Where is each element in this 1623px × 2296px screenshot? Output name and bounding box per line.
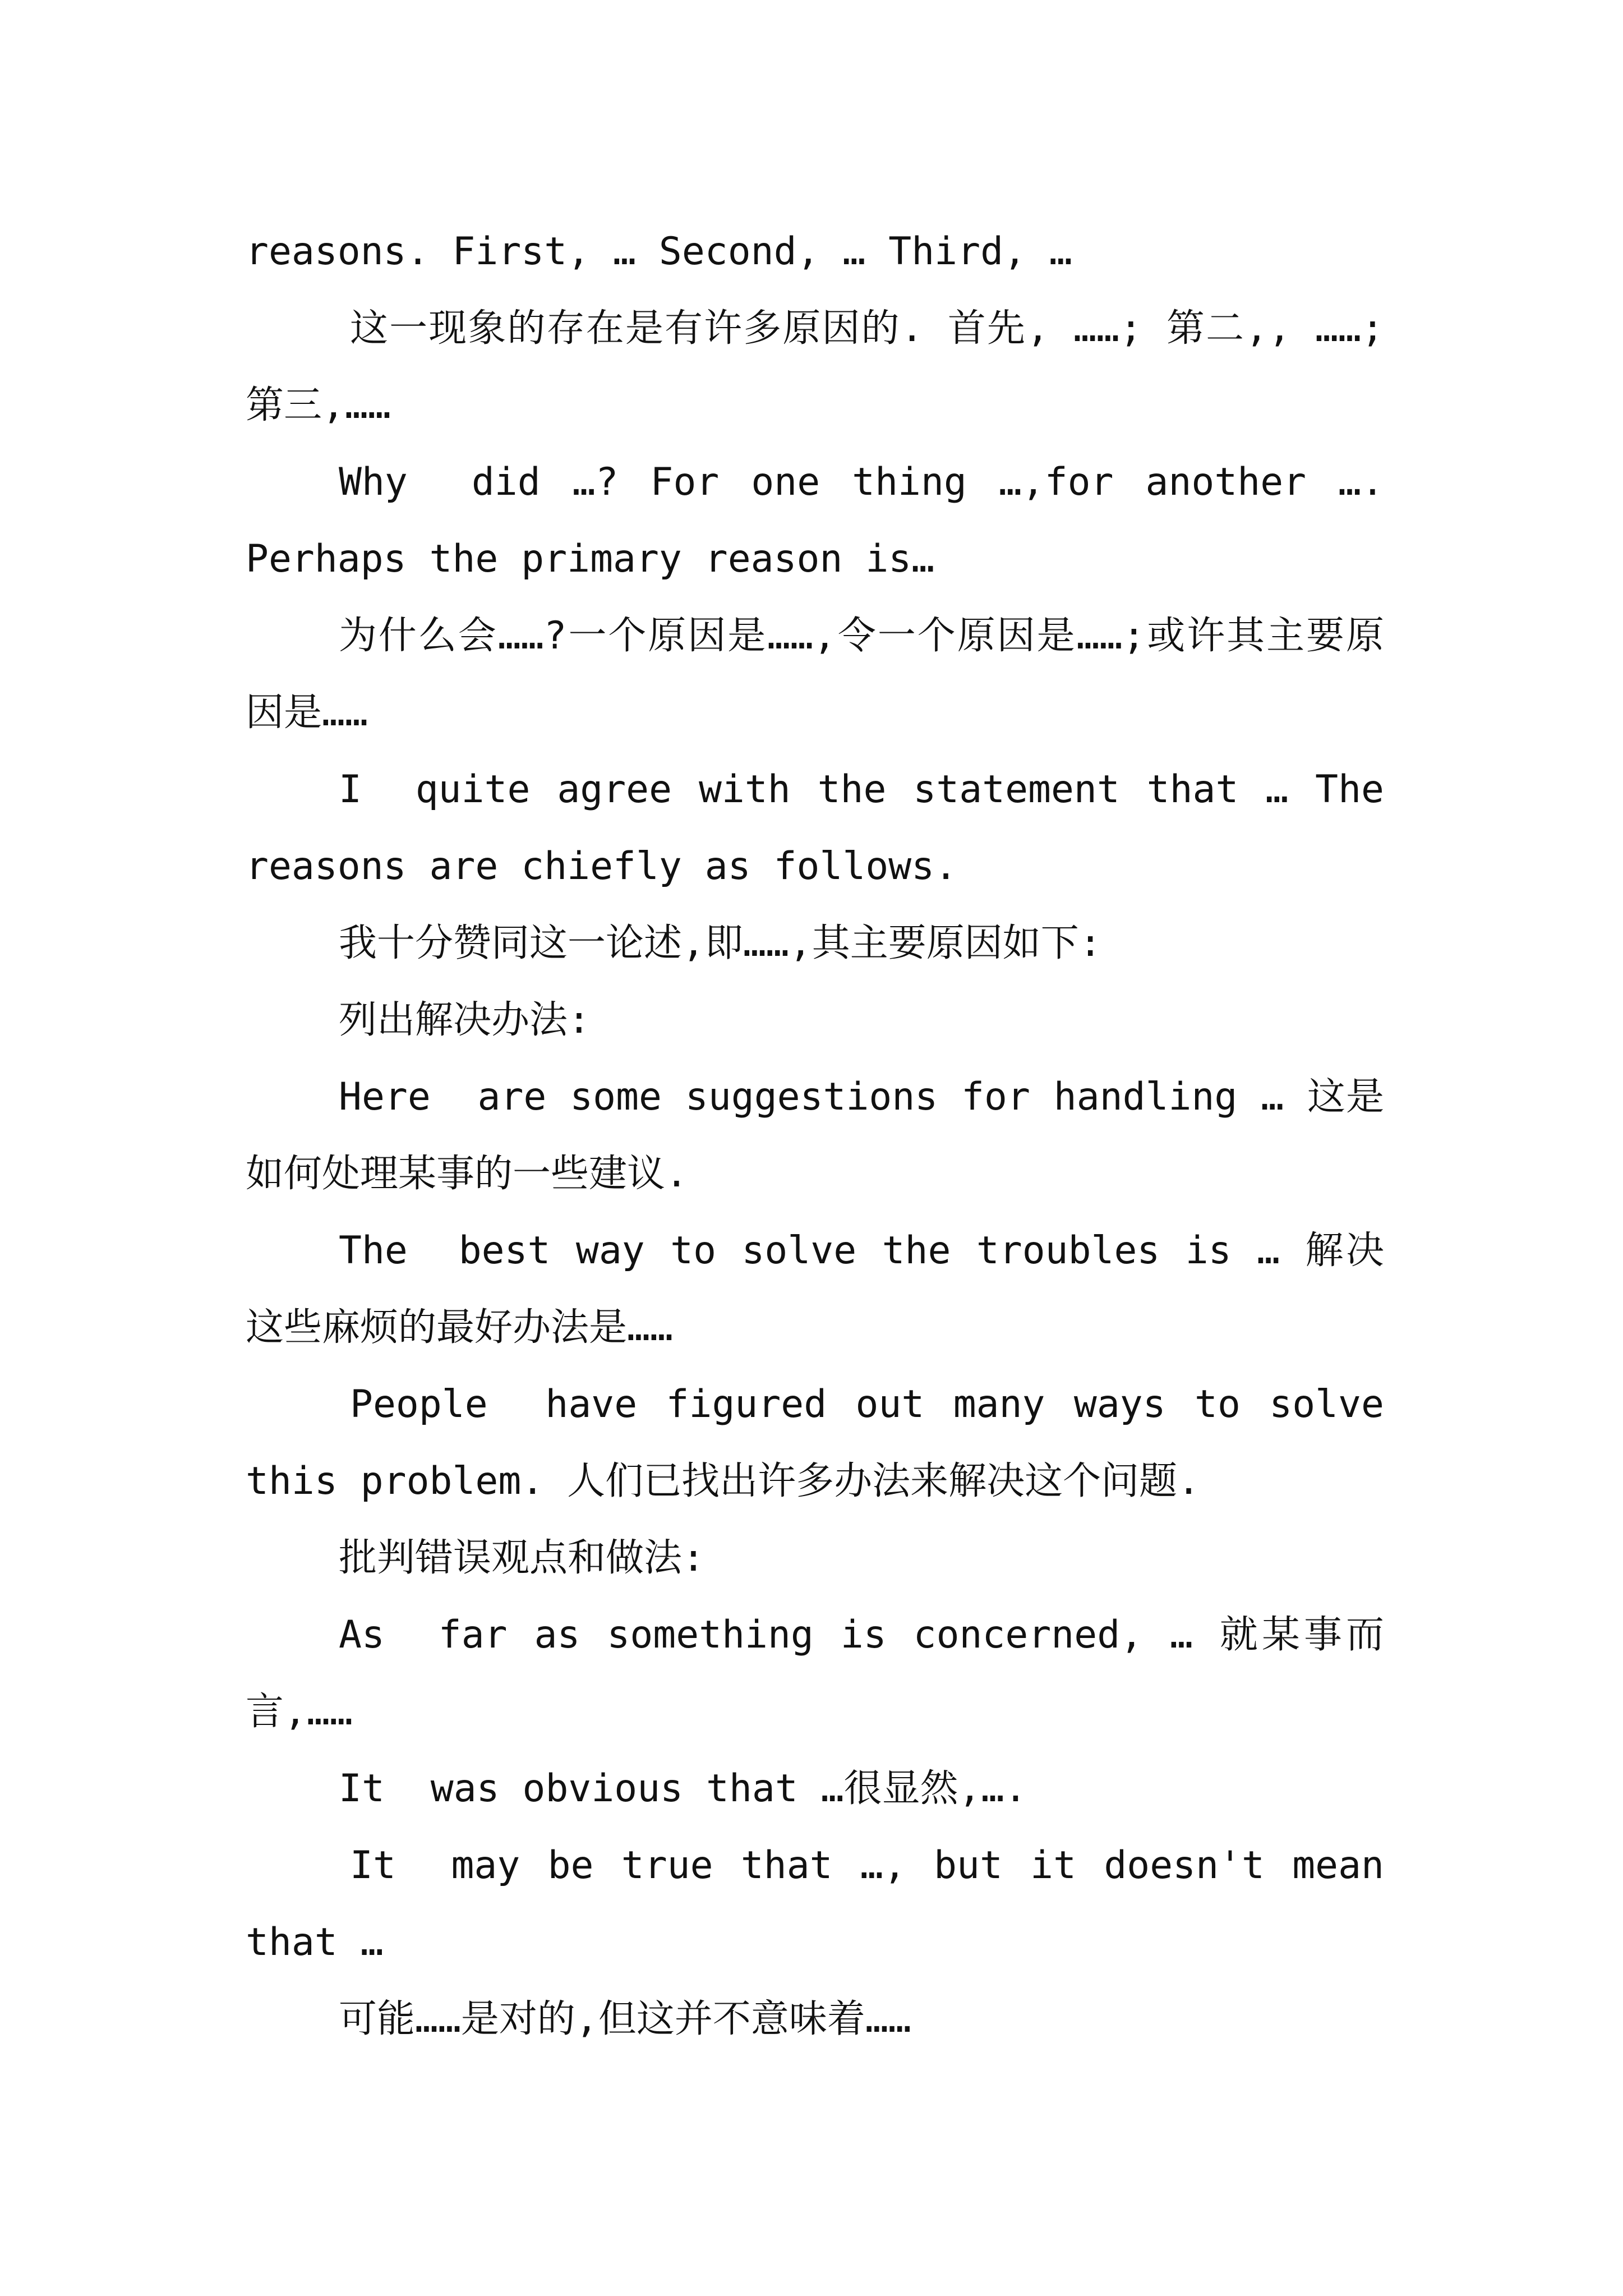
document-body [246,213,1407,2058]
paragraph-7-heading: 列出解决办法: [339,998,591,1042]
paragraph-10: People have figured out many ways to solve this problem. 人们已找出许多办法来解决这个问题. [246,1382,1407,1503]
paragraph-11-heading: 批判错误观点和做法: [339,1536,705,1580]
paragraph-1: reasons. First, … Second, … Third, … [246,229,1072,274]
paragraph-15: 可能……是对的,但这并不意味着…… [339,1997,911,2041]
paragraph-4: 为什么会……?一个原因是……,令一个原因是……;或许其主要原因是…… [246,614,1384,735]
paragraph-8: Here are some suggestions for handling … 这是如何处理某事的一些建议. [246,1075,1384,1196]
paragraph-2: 这一现象的存在是有许多原因的. 首先, ……; 第二,, ……;第三,…… [246,306,1384,427]
paragraph-6: 我十分赞同这一论述,即……,其主要原因如下: [339,921,1102,965]
paragraph-9: The best way to solve the troubles is … 解决这些麻烦的最好办法是…… [246,1228,1384,1350]
paragraph-5: I quite agree with the statement that … The reasons are chiefly as follows. [246,767,1407,889]
paragraph-14: It may be true that …, but it doesn't mean that … [246,1843,1407,1964]
paragraph-3: Why did …? For one thing …,for another …. Perhaps the primary reason is… [246,460,1407,581]
paragraph-13: It was obvious that …很显然,…. [339,1766,1027,1811]
paragraph-12: As far as something is concerned, … 就某事而言,…… [246,1613,1384,1734]
